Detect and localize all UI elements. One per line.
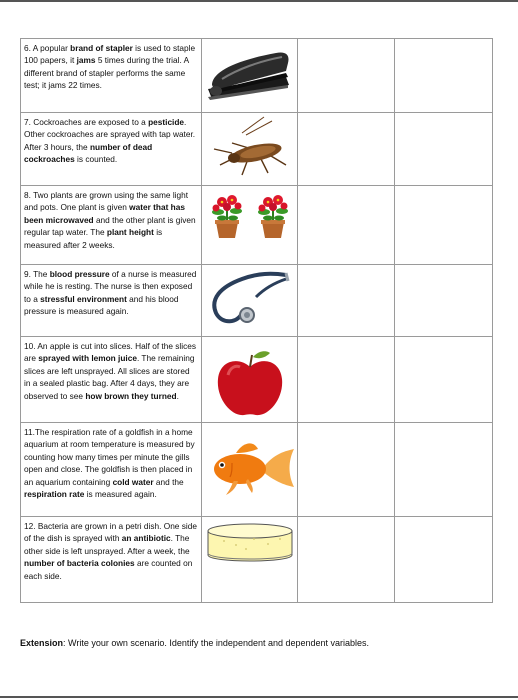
empty-cell[interactable] <box>395 186 493 265</box>
text-run: . Other cockroaches are sprayed with tap water. After 3 hours, the <box>24 117 196 152</box>
extension-instruction <box>20 638 369 648</box>
petri-dish-image <box>202 517 298 603</box>
table-row <box>21 265 493 337</box>
empty-cell[interactable] <box>298 517 395 603</box>
empty-cell[interactable] <box>298 423 395 517</box>
text-run: . The remaining slices are left unsprayed. All slices are stored in a sealed plastic bag. After 4 days, they are observed to see <box>24 353 195 401</box>
empty-cell[interactable] <box>298 186 395 265</box>
empty-cell[interactable] <box>298 337 395 423</box>
table-row <box>21 337 493 423</box>
bold-term: number of dead cockroaches <box>24 141 153 165</box>
scenario-text <box>21 113 202 186</box>
empty-cell[interactable] <box>298 39 395 113</box>
empty-cell[interactable] <box>395 423 493 517</box>
text-run: and the other plant is given regular tap water. The <box>24 214 196 238</box>
text-run: 5 times during the trial. A different brand of stapler performs the same test; it jams 22 times. <box>24 55 189 91</box>
bold-term: brand of stapler <box>70 43 133 53</box>
bold-term: stressful environment <box>40 293 127 304</box>
scenario-text <box>21 186 202 265</box>
text-run: 11.The respiration rate of a goldfish in a home aquarium at room temperature is measured by counting how many times per minute the gills open and close. The goldfish is then placed in an aquarium containing <box>24 427 195 487</box>
text-run: are counted on each side. <box>24 558 193 581</box>
text-run: 12. Bacteria are grown in a petri dish. One side of the dish is sprayed with <box>24 521 197 544</box>
bottom-border <box>0 696 518 698</box>
text-run: is counted. <box>74 154 118 165</box>
text-run: 10. An apple is cut into slices. Half of the slices are <box>24 341 197 364</box>
extension-text: : Write your own scenario. Identify the independent and dependent variables. <box>63 638 370 648</box>
bold-term: blood pressure <box>49 269 110 279</box>
apple-image <box>202 337 298 423</box>
scenario-text <box>21 265 202 337</box>
top-border <box>0 0 518 2</box>
table-row <box>21 113 493 186</box>
stethoscope-image <box>202 265 298 337</box>
text-run: 9. The <box>24 269 50 279</box>
text-run: and his blood pressure is measured again. <box>24 293 179 317</box>
bold-term: how brown they turned <box>85 390 177 401</box>
empty-cell[interactable] <box>395 113 493 186</box>
text-run: 8. Two plants are grown using the same light and pots. One plant is given <box>24 190 189 213</box>
bold-term: an antibiotic <box>121 533 171 544</box>
empty-cell[interactable] <box>298 265 395 337</box>
table-row <box>21 186 493 265</box>
text-run: 7. Cockroaches are exposed to a <box>24 117 149 127</box>
text-run: is used to staple 100 papers, it <box>24 43 196 66</box>
text-run: . <box>176 390 179 401</box>
text-run: . The other side is left unsprayed. After a week, the <box>24 533 190 556</box>
text-run: of a nurse is measured while he is resting. The nurse is then exposed to a <box>24 269 197 304</box>
empty-cell[interactable] <box>395 337 493 423</box>
goldfish-image <box>202 423 298 517</box>
cockroach-image <box>202 113 298 186</box>
text-run: is measured after 2 weeks. <box>24 227 163 250</box>
text-run: and the <box>153 476 184 487</box>
empty-cell[interactable] <box>395 39 493 113</box>
scenario-text <box>21 517 202 603</box>
stapler-image <box>202 39 298 113</box>
bold-term: pesticide <box>148 117 185 127</box>
scenario-text <box>21 39 202 113</box>
bold-term: respiration rate <box>24 489 85 500</box>
empty-cell[interactable] <box>298 113 395 186</box>
bold-term: sprayed with lemon juice <box>38 353 137 364</box>
bold-term: jams <box>76 55 96 66</box>
bold-term: cold water <box>112 476 154 487</box>
scenario-table <box>20 38 493 603</box>
scenario-text <box>21 423 202 517</box>
empty-cell[interactable] <box>395 517 493 603</box>
empty-cell[interactable] <box>395 265 493 337</box>
extension-label: Extension <box>20 638 64 648</box>
bold-term: plant height <box>106 227 154 238</box>
scenario-text <box>21 337 202 423</box>
table-row <box>21 39 493 113</box>
table-row <box>21 517 493 603</box>
table-row <box>21 423 493 517</box>
bold-term: water that has been microwaved <box>24 202 185 225</box>
text-run: 6. A popular <box>24 43 71 53</box>
potted-plants-image <box>202 186 298 265</box>
bold-term: number of bacteria colonies <box>24 558 135 569</box>
text-run: is measured again. <box>84 489 157 500</box>
